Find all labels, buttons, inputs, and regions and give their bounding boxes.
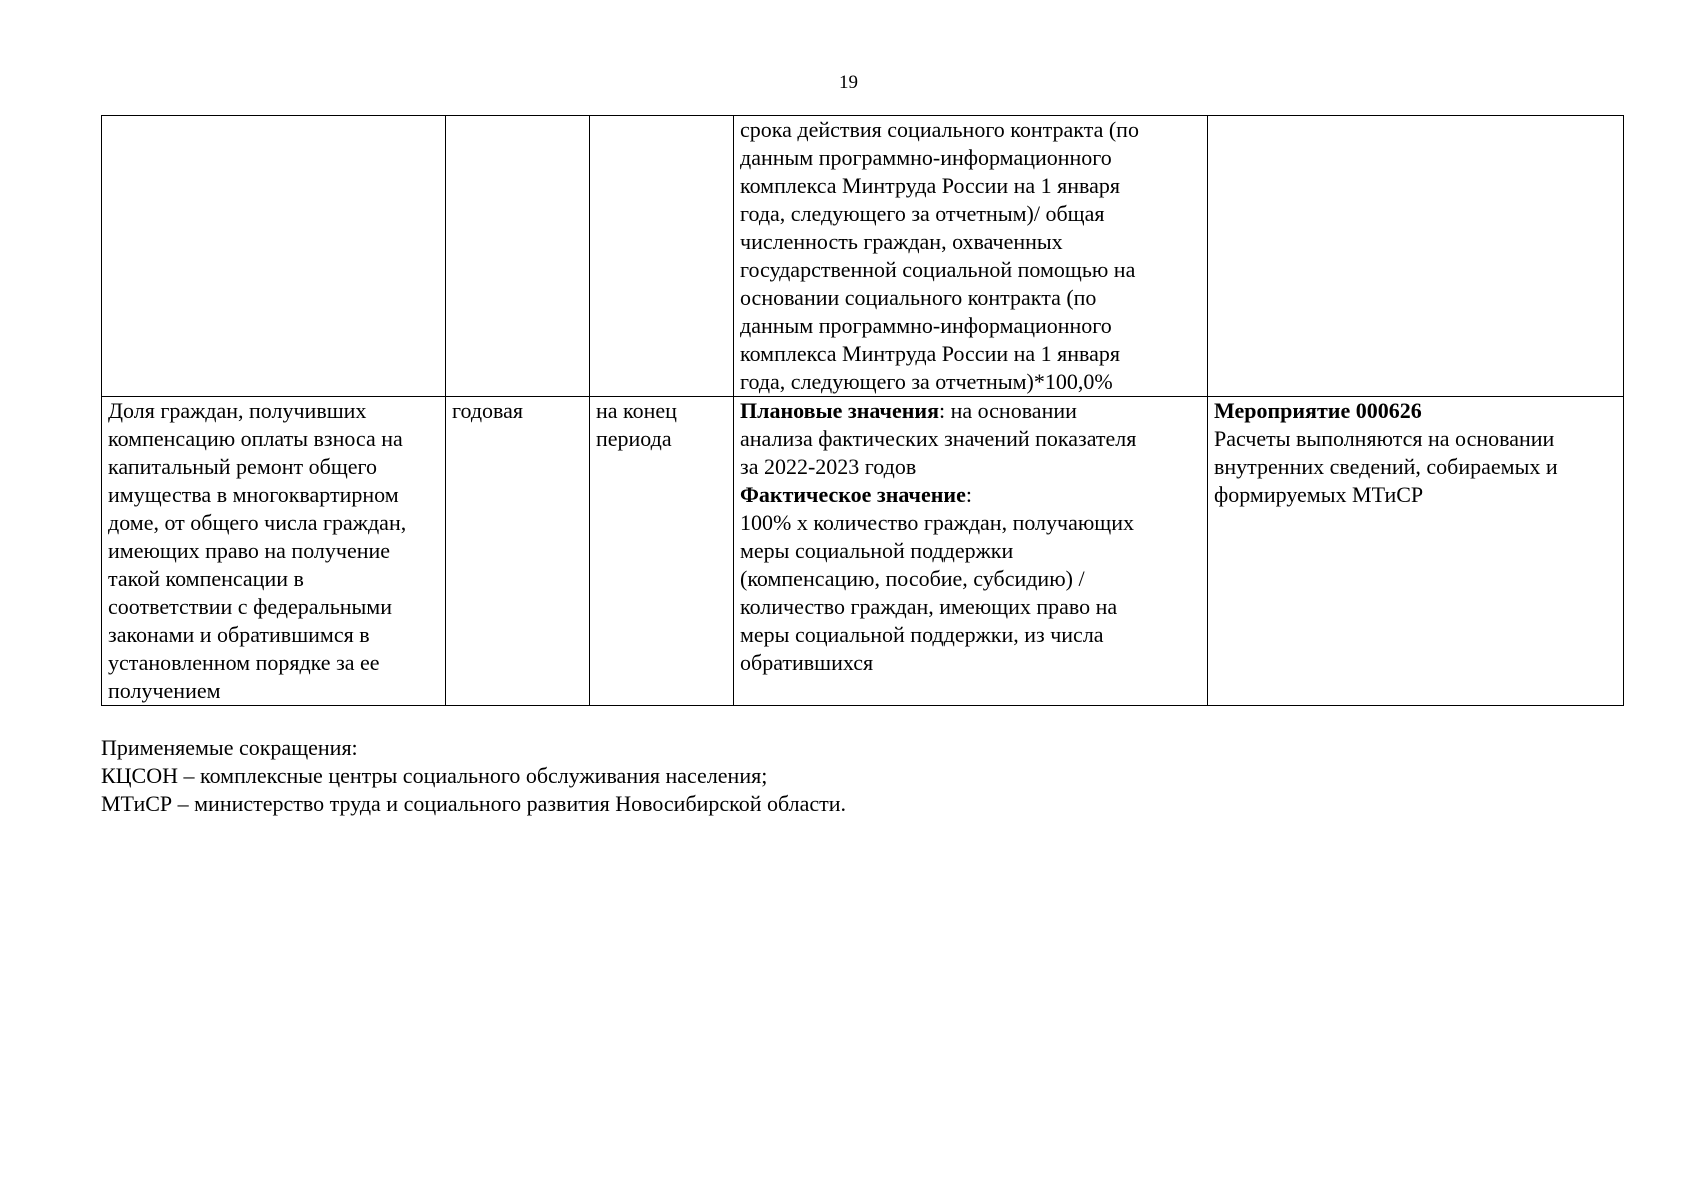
event-title: Мероприятие 000626	[1214, 398, 1422, 423]
text-line: данным программно-информационного	[740, 313, 1112, 338]
indicator-table	[101, 115, 1624, 706]
text-line: обратившихся	[740, 650, 874, 675]
method-cell	[734, 116, 1208, 397]
text-line: соответствии с федеральными	[108, 594, 392, 619]
text-line: внутренних сведений, собираемых и	[1214, 454, 1558, 479]
text-line: Доля граждан, получивших	[108, 398, 367, 423]
planned-values-line	[740, 397, 1201, 425]
indicator-cell	[102, 397, 446, 706]
value-type-cell	[590, 116, 734, 397]
text-line: периода	[596, 426, 672, 451]
abbreviation-item: МТиСР – министерство труда и социального развития Новосибирской области.	[101, 791, 847, 816]
method-cell	[734, 397, 1208, 706]
text-line: количество граждан, имеющих право на	[740, 594, 1118, 619]
periodicity-cell	[446, 116, 590, 397]
text-line: (компенсацию, пособие, субсидию) /	[740, 566, 1085, 591]
text-line: компенсацию оплаты взноса на	[108, 426, 403, 451]
text-line: законами и обратившимся в	[108, 622, 370, 647]
planned-values-text: : на основании	[938, 398, 1077, 423]
text-line: капитальный ремонт общего	[108, 454, 378, 479]
indicator-cell	[102, 116, 446, 397]
text-line: такой компенсации в	[108, 566, 304, 591]
table-row	[102, 397, 1624, 706]
text-line: комплекса Минтруда России на 1 января	[740, 341, 1121, 366]
text-line: основании социального контракта (по	[740, 285, 1097, 310]
text-line: 100% х количество граждан, получающих	[740, 510, 1135, 535]
text-line: за 2022-2023 годов	[740, 454, 917, 479]
text-line: доме, от общего числа граждан,	[108, 510, 407, 535]
text-line: имеющих право на получение	[108, 538, 391, 563]
value-type-cell	[590, 397, 734, 706]
text-line: комплекса Минтруда России на 1 января	[740, 173, 1121, 198]
source-cell	[1208, 116, 1624, 397]
text-line: установленном порядке за ее	[108, 650, 380, 675]
text-line: годовая	[452, 398, 524, 423]
text-line: численность граждан, охваченных	[740, 229, 1063, 254]
text-line: анализа фактических значений показателя	[740, 426, 1137, 451]
source-cell	[1208, 397, 1624, 706]
abbreviations-section	[101, 734, 846, 818]
text-line: данным программно-информационного	[740, 145, 1112, 170]
text-line: имущества в многоквартирном	[108, 482, 399, 507]
text-line: на конец	[596, 398, 677, 423]
planned-values-label: Плановые значения	[740, 398, 939, 423]
text-line: формируемых МТиСР	[1214, 482, 1424, 507]
periodicity-cell	[446, 397, 590, 706]
actual-value-line	[740, 481, 1201, 509]
table-row	[102, 116, 1624, 397]
abbreviations-heading: Применяемые сокращения:	[101, 735, 358, 760]
actual-value-colon: :	[965, 482, 972, 507]
text-line: Расчеты выполняются на основании	[1214, 426, 1555, 451]
text-line: меры социальной поддержки	[740, 538, 1014, 563]
text-line: года, следующего за отчетным)*100,0%	[740, 369, 1113, 394]
text-line: срока действия социального контракта (по	[740, 117, 1139, 142]
abbreviation-item: КЦСОН – комплексные центры социального обслуживания населения;	[101, 763, 768, 788]
text-line: года, следующего за отчетным)/ общая	[740, 201, 1105, 226]
page-number: 19	[839, 72, 858, 93]
actual-value-label: Фактическое значение	[740, 482, 966, 507]
text-line: меры социальной поддержки, из числа	[740, 622, 1104, 647]
text-line: получением	[108, 678, 221, 703]
text-line: государственной социальной помощью на	[740, 257, 1136, 282]
